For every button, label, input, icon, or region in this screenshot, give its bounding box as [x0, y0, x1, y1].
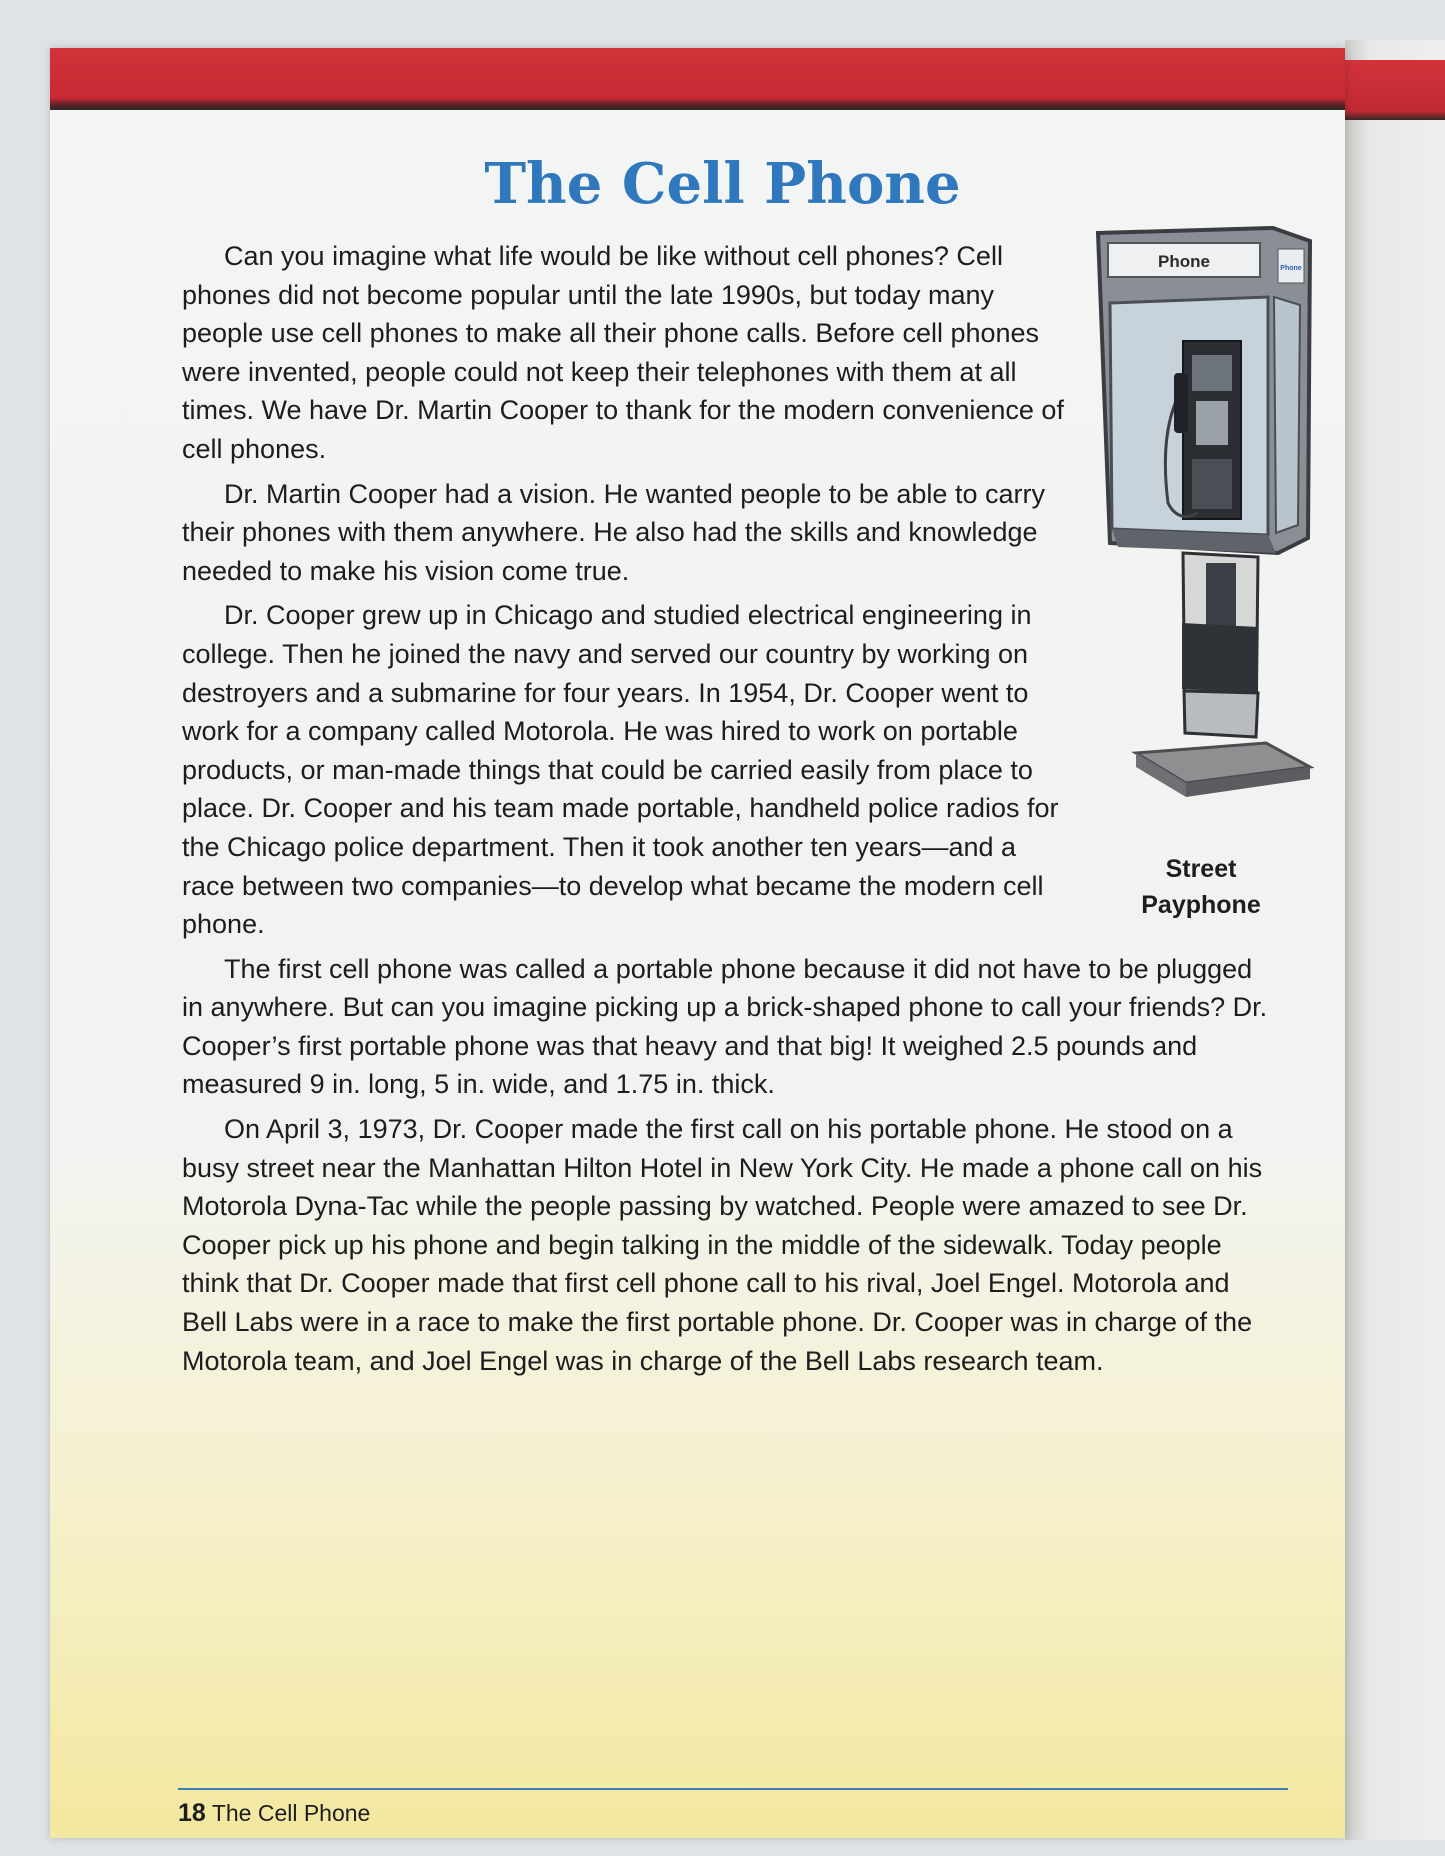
- page-footer: [178, 1799, 370, 1828]
- article-body: [182, 237, 1302, 1386]
- payphone-figure: [1088, 223, 1314, 945]
- page-title: The Cell Phone: [484, 151, 961, 217]
- facing-page-red-band: [1345, 60, 1445, 120]
- paragraph-2: Dr. Martin Cooper had a vision. He wanted people to be able to carry their phones with them anywhere. He also had the skills and knowledge needed to make his vision come true.: [182, 478, 1045, 586]
- footer-label: The Cell Phone: [211, 1800, 371, 1826]
- caption-line-2: Payphone: [1141, 891, 1261, 919]
- facing-page-edge: [1345, 40, 1445, 1840]
- caption-line-1: Street: [1165, 855, 1237, 883]
- figure-caption: [1088, 851, 1314, 923]
- header-red-band: [50, 48, 1345, 110]
- payphone-side-sign: Phone: [1280, 265, 1302, 272]
- paragraph-1: Can you imagine what life would be like without cell phones? Cell phones did not become popular until the late 1990s, but today many people use cell phones to make all their phone calls. Before cell phones were invented, people could not keep their telephones with them at all times. We have Dr. Martin Cooper to thank for the modern convenience of cell phones.: [182, 241, 1064, 464]
- page-number: 18: [178, 1799, 206, 1827]
- paragraph-5: On April 3, 1973, Dr. Cooper made the first call on his portable phone. He stood on a busy street near the Manhattan Hilton Hotel in New York City. He made a phone call on his Motorola Dyna-Tac while the people passing by watched. People were amazed to see Dr. Cooper pick up his phone and begin talking in the middle of the sidewalk. Today people think that Dr. Cooper made that first cell phone call to his rival, Joel Engel. Motorola and Bell Labs were in a race to make the first portable phone. Dr. Cooper was in charge of the Motorola team, and Joel Engel was in charge of the Bell Labs research team.: [182, 1114, 1263, 1376]
- paragraph-3: Dr. Cooper grew up in Chicago and studied electrical engineering in college. Then he joined the navy and served our country by working on destroyers and a submarine for four years. In 1954, Dr. Cooper went to work for a company called Motorola. He was hired to work on portable products, or man-made things that could be carried easily from place to place. Dr. Cooper and his team made portable, handheld police radios for the Chicago police department. Then it took another ten years—and a race between two companies—to develop what became the modern cell phone.: [182, 600, 1059, 940]
- payphone-sign: Phone: [1158, 252, 1210, 271]
- payphone-image: [1088, 223, 1314, 843]
- footer-rule: [178, 1788, 1288, 1790]
- paragraph-4: The first cell phone was called a portable phone because it did not have to be plugged in anywhere. But can you imagine picking up a brick-shaped phone to call your friends? Dr. Cooper’s first portable phone was that heavy and that big! It weighed 2.5 pounds and measured 9 in. long, 5 in. wide, and 1.75 in. thick.: [182, 953, 1268, 1100]
